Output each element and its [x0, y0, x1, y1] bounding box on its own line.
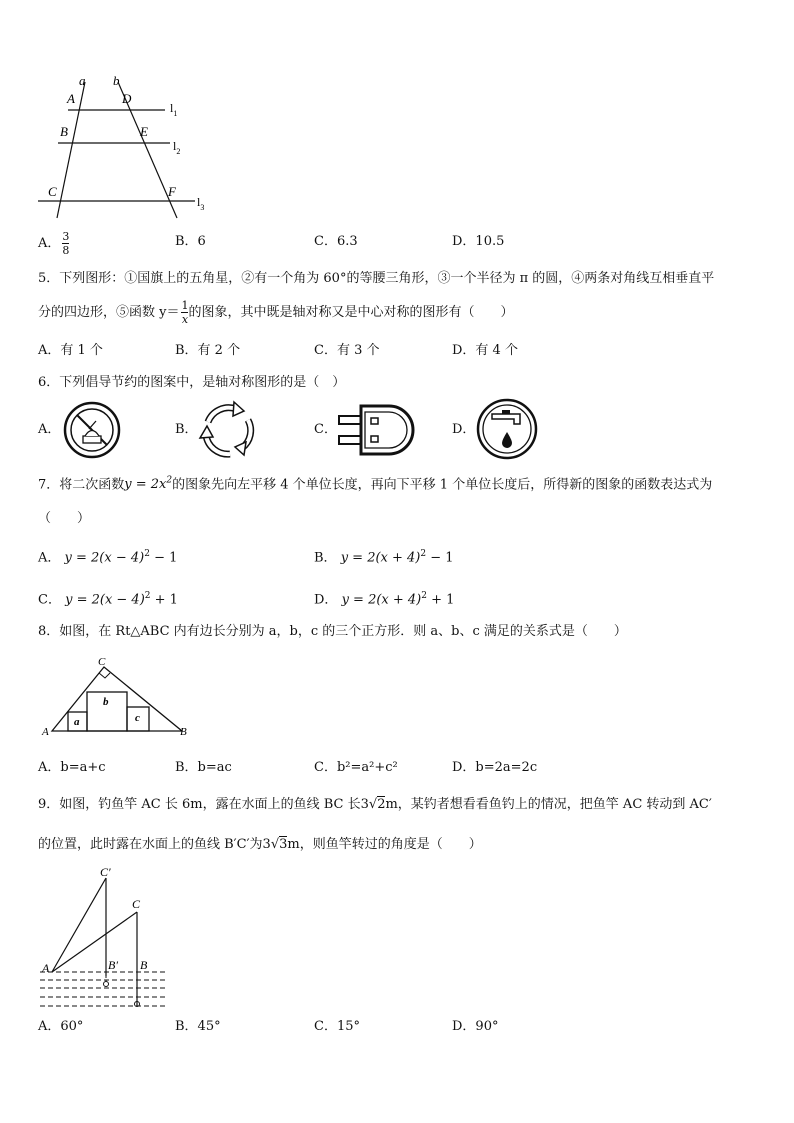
q7-option-b-label: B． — [314, 550, 337, 566]
q9-label-B: B — [140, 958, 148, 972]
q9-stem-line2 — [38, 836, 482, 854]
sqrt-sign: √ — [368, 797, 378, 812]
q4-option-a-fraction — [62, 231, 69, 256]
rod-AC-prime — [52, 878, 106, 972]
q9-line1-coef: 3 — [360, 797, 369, 812]
q7-option-a — [38, 545, 177, 567]
label-E: E — [140, 124, 148, 139]
q5-line2-pre: 分的四边形，⑤函数 y＝ — [38, 305, 180, 320]
q7-function-exp: 2 — [166, 476, 173, 486]
q5-stem-line1: 5．下列图形：①国旗上的五角星，②有一个角为 60°的等腰三角形，③一个半径为 π 的圆，④两条对角线互相垂直平 — [38, 271, 715, 286]
q7-option-c-tail: + 1 — [150, 592, 178, 608]
q7-option-a-tail: − 1 — [149, 550, 178, 566]
q6-option-c-label: C． — [314, 422, 337, 437]
q7-option-b — [314, 545, 454, 567]
q9-label-A: A — [42, 961, 50, 975]
label-C: C — [48, 184, 57, 199]
q7-stem-post: 的图象先向左平移 4 个单位长度，再向下平移 1 个单位长度后，所得新的图象的函数表达式为 — [172, 477, 713, 493]
fraction-denominator: x — [181, 313, 189, 326]
q7-stem-pre: 7．将二次函数 — [38, 477, 125, 493]
q6-option-a-icon — [63, 401, 121, 459]
q9-option-d: D．90° — [452, 1019, 499, 1034]
q5-option-b: B．有 2 个 — [175, 343, 241, 358]
q7-option-c-expr: y = 2(x − 4) — [65, 592, 145, 608]
q7-option-a-expr: y = 2(x − 4) — [64, 550, 145, 566]
q7-option-d-label: D． — [314, 592, 338, 608]
q7-function — [124, 477, 172, 492]
q7-option-b-expr: y = 2(x + 4) — [340, 550, 421, 566]
q9-line2-pre: 的位置，此时露在水面上的鱼线 B′C′为 — [38, 837, 263, 852]
label-a: a — [79, 73, 86, 88]
q9-line2-radicand: 3 — [279, 837, 288, 852]
q9-label-C-prime: C′ — [100, 866, 111, 879]
q6-option-a-label: A． — [38, 422, 61, 437]
q8-stem: 8．如图，在 Rt△ABC 内有边长分别为 a，b，c 的三个正方形．则 a、b、c 满足的关系式是（ ） — [38, 624, 627, 639]
q7-option-b-exp: 2 — [420, 549, 427, 559]
q7-stem — [38, 472, 712, 494]
q8-option-b: B．b=ac — [175, 760, 232, 775]
q4-option-d: D．10.5 — [452, 234, 505, 249]
q8-triangle-squares-figure — [40, 655, 200, 740]
q9-stem-line1 — [38, 796, 712, 814]
q9-option-a: A．60° — [38, 1019, 84, 1034]
q6-option-b-label: B． — [175, 422, 198, 437]
q9-fishing-rod-figure — [36, 866, 176, 1014]
label-A: A — [67, 91, 75, 106]
q7-option-d-tail: + 1 — [427, 592, 455, 608]
q7-option-d — [314, 587, 454, 609]
q4-option-b: B．6 — [175, 234, 206, 249]
label-l3: $l_3$ — [197, 195, 205, 212]
q9-line1-radicand: 2 — [377, 797, 386, 812]
q7-option-d-exp: 2 — [421, 591, 427, 601]
q9-label-B-prime: B′ — [108, 958, 118, 972]
q8-label-C: C — [98, 656, 106, 668]
q9-line2-post: m，则鱼竿转过的角度是（ ） — [287, 837, 482, 852]
q4-option-c: C．6.3 — [314, 234, 358, 249]
q7-option-c-label: C． — [38, 592, 61, 608]
q8-label-c: c — [135, 712, 140, 724]
rod-AC — [52, 912, 137, 972]
q9-label-C: C — [132, 897, 141, 911]
q6-stem: 6．下列倡导节约的图案中，是轴对称图形的是（ ） — [38, 375, 346, 390]
label-l2: $l_2$ — [173, 139, 181, 156]
q8-label-B: B — [180, 726, 187, 738]
q9-line1-post: m，某钓者想看看鱼钓上的情况，把鱼竿 AC 转动到 AC′ — [385, 797, 712, 812]
q5-line2-post: 的图象，其中既是轴对称又是中心对称的图形有（ ） — [188, 305, 514, 320]
q5-option-d: D．有 4 个 — [452, 343, 518, 358]
q7-option-c — [38, 587, 178, 609]
q8-label-A: A — [42, 726, 49, 738]
sqrt-sign: √ — [270, 837, 280, 852]
q9-option-c: C．15° — [314, 1019, 360, 1034]
q5-option-a: A．有 1 个 — [38, 343, 103, 358]
q6-option-d-icon — [476, 398, 538, 460]
q4-option-a — [38, 231, 69, 256]
q7-option-c-exp: 2 — [144, 591, 151, 601]
fraction-denominator: 8 — [62, 244, 70, 257]
q5-option-c: C．有 3 个 — [314, 343, 380, 358]
q5-stem-line2 — [38, 300, 514, 325]
label-b: b — [113, 73, 120, 88]
q7-option-a-label: A． — [38, 550, 61, 566]
label-F: F — [168, 184, 176, 199]
q8-option-c: C．b²=a²+c² — [314, 760, 398, 775]
q8-option-d: D．b=2a=2c — [452, 760, 538, 775]
label-D: D — [122, 91, 132, 106]
q8-option-a: A．b=a+c — [38, 760, 106, 775]
q7-option-b-tail: − 1 — [426, 550, 454, 566]
q8-label-b: b — [103, 696, 109, 708]
q9-line1-pre: 9．如图，钓鱼竿 AC 长 6m，露在水面上的鱼线 BC 长 — [38, 797, 361, 812]
fraction-numerator: 1 — [181, 299, 189, 312]
fraction-numerator: 3 — [62, 230, 70, 243]
q7-function-base: y = 2x — [124, 477, 167, 493]
q6-option-c-icon — [337, 403, 417, 457]
q6-option-b-icon — [198, 400, 260, 460]
q7-answer-paren: （ ） — [38, 511, 91, 526]
q9-line2-coef: 3 — [262, 837, 271, 852]
q8-label-a: a — [74, 716, 80, 728]
q4-option-a-label: A． — [38, 236, 61, 251]
q6-option-d-label: D． — [452, 422, 476, 437]
label-B: B — [60, 124, 68, 139]
q7-option-a-exp: 2 — [144, 549, 150, 559]
q7-option-d-expr: y = 2(x + 4) — [341, 592, 422, 608]
label-l1: $l_1$ — [170, 101, 178, 118]
q4-parallel-lines-figure — [30, 70, 220, 220]
q9-option-b: B．45° — [175, 1019, 221, 1034]
